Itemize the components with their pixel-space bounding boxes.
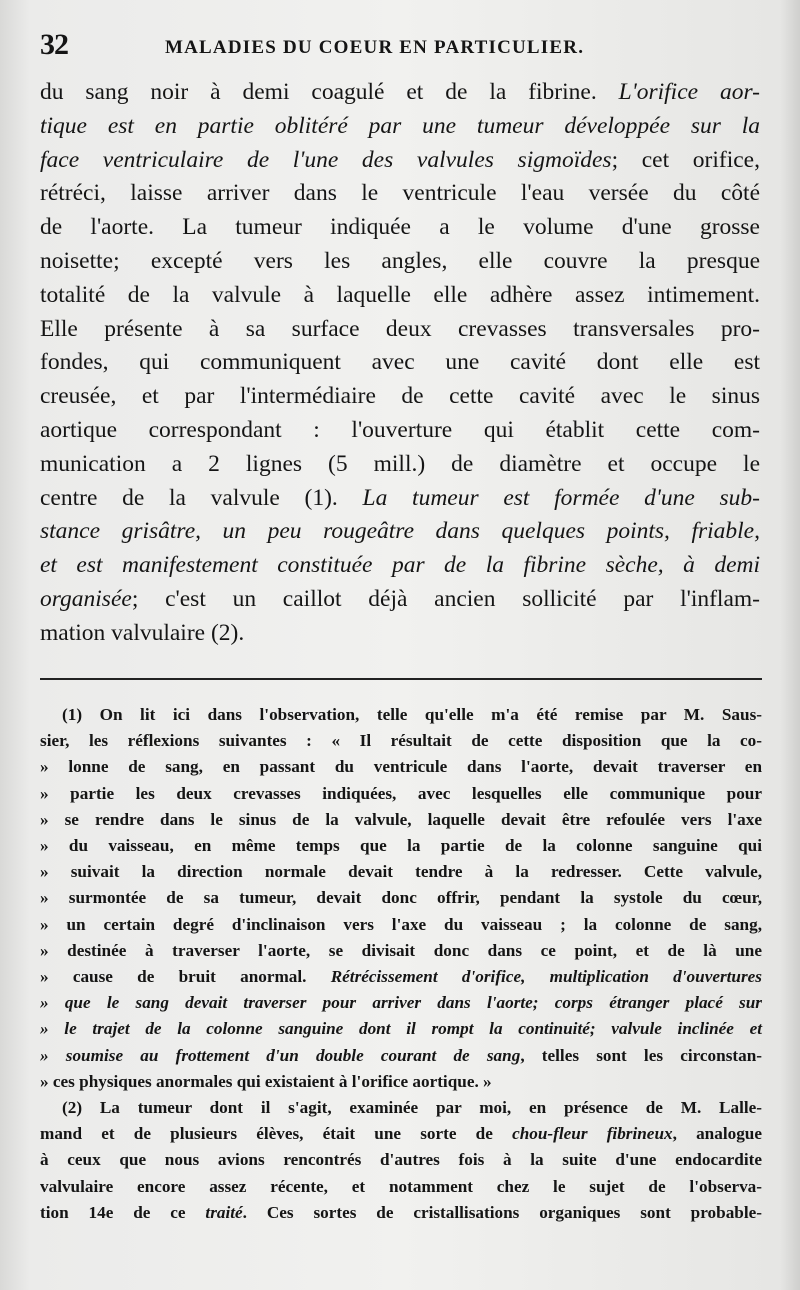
text-run: valvulaire encore assez récente, et notamment chez le sujet de l'observa- bbox=[40, 1176, 762, 1196]
page-header bbox=[40, 28, 760, 68]
text-run: centre de la valvule (1). bbox=[40, 484, 363, 511]
text-line bbox=[40, 380, 760, 414]
text-line bbox=[40, 346, 760, 380]
footnote-line bbox=[40, 938, 762, 964]
text-run: » surmontée de sa tumeur, devait donc offrir, pendant la systole du cœur, bbox=[40, 888, 762, 908]
text-line bbox=[40, 583, 760, 617]
italic-text: traité bbox=[205, 1202, 243, 1222]
text-run: à ceux que nous avions rencontrés d'autres fois à la suite d'une endocardite bbox=[40, 1150, 762, 1170]
italic-text: » le trajet de la colonne sanguine dont il rompt la continuité; valvule inclinée et bbox=[40, 1019, 762, 1039]
footnote-line bbox=[40, 885, 762, 911]
text-run: ; cet orifice, bbox=[611, 146, 760, 173]
text-run: » ces physiques anormales qui existaient à l'orifice aortique. » bbox=[40, 1071, 492, 1091]
text-run: » un certain degré d'inclinaison vers l'axe du vaisseau ; la colonne de sang, bbox=[40, 914, 762, 934]
text-run: noisette; excepté vers les angles, elle couvre la presque bbox=[40, 247, 760, 274]
italic-text: organisée bbox=[40, 585, 132, 612]
text-run: » lonne de sang, en passant du ventricule dans l'aorte, devait traverser en bbox=[40, 757, 762, 777]
footnote-line bbox=[40, 1095, 762, 1121]
footnote-line bbox=[40, 1043, 762, 1069]
italic-text: face ventriculaire de l'une des valvules sigmoïdes bbox=[40, 146, 612, 173]
text-line bbox=[40, 482, 760, 516]
text-run: de l'aorte. La tumeur indiquée a le volume d'une grosse bbox=[40, 214, 760, 241]
text-run: creusée, et par l'intermédiaire de cette cavité avec le sinus bbox=[40, 383, 760, 410]
footnote-line bbox=[40, 1121, 762, 1147]
text-run: » se rendre dans le sinus de la valvule, laquelle devait être refoulée vers l'axe bbox=[40, 809, 762, 829]
running-head: MALADIES DU COEUR EN PARTICULIER. bbox=[165, 37, 585, 58]
text-line bbox=[40, 245, 760, 279]
text-run: . Ces sortes de cristallisations organiques sont probable- bbox=[242, 1202, 762, 1222]
text-run: totalité de la valvule à laquelle elle adhère assez intimement. bbox=[40, 281, 760, 308]
text-run: (1) On lit ici dans l'observation, telle qu'elle m'a été remise par M. Saus- bbox=[62, 705, 762, 724]
footnote-line bbox=[40, 990, 762, 1016]
text-line bbox=[40, 279, 760, 313]
italic-text: stance grisâtre, un peu rougeâtre dans quelques points, friable, bbox=[40, 518, 760, 545]
footnote-line bbox=[40, 833, 762, 859]
footnotes bbox=[40, 702, 762, 1226]
text-run: » partie les deux crevasses indiquées, avec lesquelles elle communique pour bbox=[40, 783, 762, 803]
italic-text: Rétrécissement d'orifice, multiplication d'ouvertures bbox=[330, 967, 762, 987]
text-run: fondes, qui communiquent avec une cavité dont elle est bbox=[40, 349, 760, 376]
footnote-line bbox=[40, 1174, 762, 1200]
italic-text: » soumise au frottement d'un double courant de sang bbox=[40, 1045, 521, 1065]
footnote-line bbox=[40, 1200, 762, 1226]
text-line bbox=[40, 515, 760, 549]
text-run: » suivait la direction normale devait tendre à la redresser. Cette valvule, bbox=[40, 862, 762, 882]
text-run: du sang noir à demi coagulé et de la fibrine. bbox=[40, 79, 619, 105]
text-run: tion 14e de ce bbox=[40, 1202, 206, 1222]
text-run: mation valvulaire (2). bbox=[40, 619, 245, 646]
italic-text: La tumeur est formée d'une sub- bbox=[362, 484, 761, 511]
text-line bbox=[40, 549, 760, 583]
text-line bbox=[40, 177, 760, 211]
footnote-separator bbox=[40, 678, 762, 680]
footnote-line bbox=[40, 754, 762, 780]
text-line bbox=[40, 144, 760, 178]
page-number: 32 bbox=[40, 28, 68, 61]
italic-text: chou-fleur fibrineux bbox=[512, 1124, 673, 1144]
footnote-line bbox=[40, 728, 762, 754]
footnote-line bbox=[40, 964, 762, 990]
text-line bbox=[40, 76, 760, 110]
text-run: rétréci, laisse arriver dans le ventricule l'eau versée du côté bbox=[40, 180, 760, 207]
text-run: » du vaisseau, en même temps que la partie de la colonne sanguine qui bbox=[40, 836, 762, 856]
italic-text: L'orifice aor- bbox=[618, 79, 760, 105]
text-line bbox=[40, 448, 760, 482]
text-line bbox=[40, 414, 760, 448]
text-run: Elle présente à sa surface deux crevasses transversales pro- bbox=[40, 315, 760, 342]
footnote-line bbox=[40, 859, 762, 885]
text-run: mand et de plusieurs élèves, était une sorte de bbox=[40, 1124, 513, 1144]
footnote-line bbox=[40, 912, 762, 938]
text-run: aortique correspondant : l'ouverture qui établit cette com- bbox=[40, 416, 760, 443]
text-line bbox=[40, 617, 760, 651]
footnote-line bbox=[40, 781, 762, 807]
text-run: , telles sont les circonstan- bbox=[520, 1045, 763, 1065]
text-run: (2) La tumeur dont il s'agit, examinée par moi, en présence de M. Lalle- bbox=[62, 1098, 762, 1118]
footnote-line bbox=[40, 807, 762, 833]
text-line bbox=[40, 211, 760, 245]
text-run: ; c'est un caillot déjà ancien sollicité par l'inflam- bbox=[131, 585, 760, 612]
text-run: munication a 2 lignes (5 mill.) de diamètre et occupe le bbox=[40, 450, 760, 477]
main-text bbox=[40, 76, 760, 651]
footnote-line bbox=[40, 1069, 762, 1095]
italic-text: » que le sang devait traverser pour arriver dans l'aorte; corps étranger placé sur bbox=[40, 993, 762, 1013]
footnote-line bbox=[40, 1147, 762, 1173]
text-line bbox=[40, 110, 760, 144]
footnote-line bbox=[40, 702, 762, 728]
text-run: , analogue bbox=[672, 1124, 762, 1144]
text-run: » destinée à traverser l'aorte, se divisait donc dans ce point, et de là une bbox=[40, 940, 762, 960]
italic-text: et est manifestement constituée par de la fibrine sèche, à demi bbox=[40, 552, 760, 579]
text-line bbox=[40, 313, 760, 347]
footnote-line bbox=[40, 1016, 762, 1042]
italic-text: tique est en partie oblitéré par une tumeur développée sur la bbox=[40, 112, 760, 139]
text-run: sier, les réflexions suivantes : « Il résultait de cette disposition que la co- bbox=[40, 731, 762, 751]
text-run: » cause de bruit anormal. bbox=[40, 967, 331, 987]
